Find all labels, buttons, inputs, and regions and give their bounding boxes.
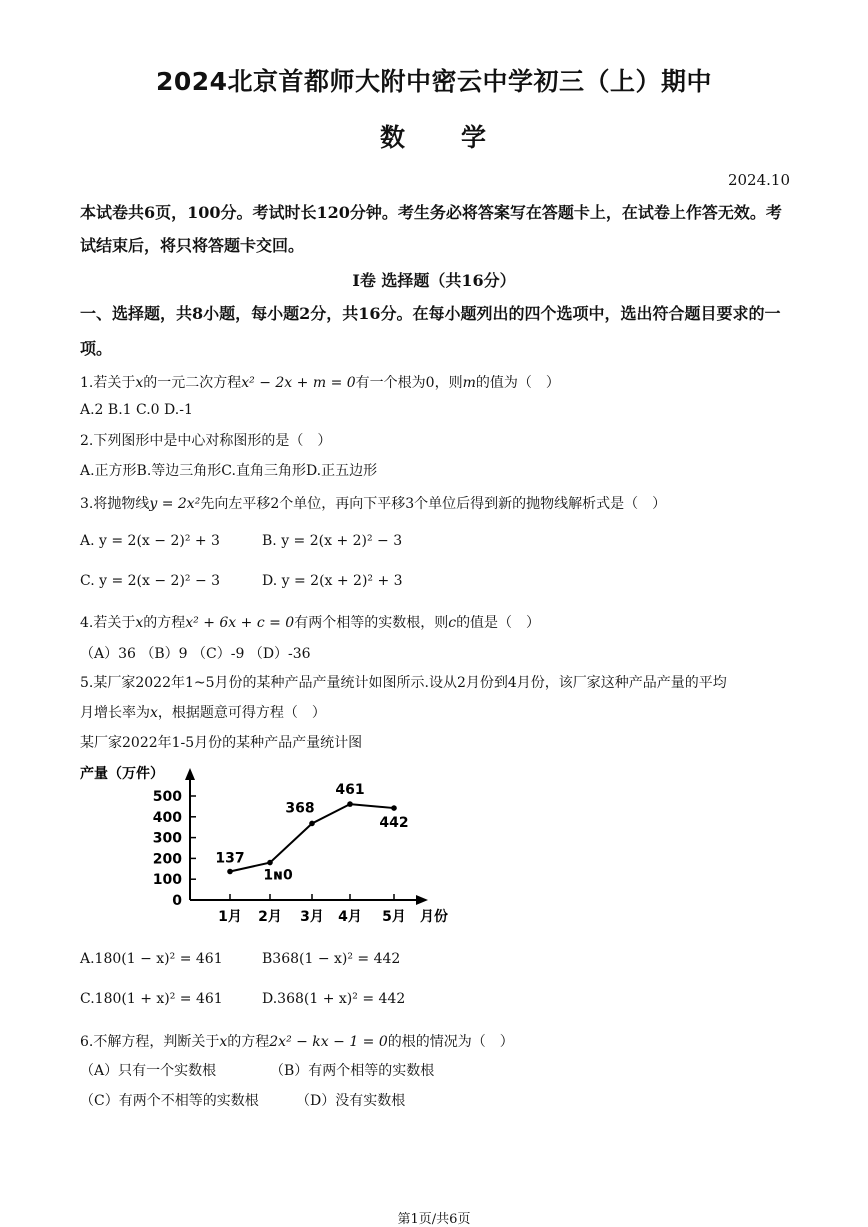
exam-notice: 本试卷共6页，100分。考试时长120分钟。考生务必将答案写在答题卡上，在试卷上作答无效。考试结束后，将只将答题卡交回。 [80, 203, 782, 255]
x-axis-label: 月份 [420, 909, 448, 925]
page-footer: 第1页/共6页 [397, 1212, 471, 1227]
x-tick-label: 2月 [258, 909, 282, 925]
question-6-option-b: （B）有两个相等的实数根 [270, 1063, 435, 1079]
part-instructions: 一、选择题，共8小题，每小题2分，共16分。在每小题列出的四个选项中，选出符合题目要求的一项。 [80, 304, 781, 358]
y-tick-label: 500 [152, 789, 182, 805]
question-3-option-b: B. y = 2(x + 2)² − 3 [262, 533, 403, 549]
exam-date: 2024.10 [727, 171, 790, 189]
question-6: 6.不解方程，判断关于x的方程2x² − kx − 1 = 0的根的情况为（ ） [80, 1034, 514, 1050]
question-5-option-c: C.180(1 + x)² = 461 [80, 991, 223, 1007]
data-label: 137 [215, 850, 245, 867]
data-point [347, 801, 353, 807]
y-axis-label: 产量（万件） [80, 766, 164, 782]
data-point [309, 821, 315, 827]
question-1-options: A.2 B.1 C.0 D.-1 [80, 402, 193, 418]
question-3-option-d: D. y = 2(x + 2)² + 3 [262, 573, 403, 589]
x-tick-label: 5月 [382, 909, 406, 925]
question-3-option-c: C. y = 2(x − 2)² − 3 [80, 573, 221, 589]
data-label: 368 [285, 800, 315, 817]
chart-caption: 某厂家2022年1-5月份的某种产品产量统计图 [80, 735, 363, 751]
question-6-option-d: （D）没有实数根 [296, 1093, 406, 1109]
y-tick-label: 400 [152, 809, 182, 826]
question-4: 4.若关于x的方程x² + 6x + c = 0有两个相等的实数根，则c的值是（ ） [80, 615, 541, 631]
x-tick-label: 4月 [338, 909, 362, 925]
data-point [267, 860, 273, 866]
subject-title: 数 学 [379, 123, 488, 152]
y-tick-label: 300 [152, 830, 182, 847]
y-tick-label: 0 [172, 893, 182, 909]
question-3-option-a: A. y = 2(x − 2)² + 3 [80, 533, 220, 549]
question-5-line-1: 5.某厂家2022年1~5月份的某种产品产量统计如图所示.设从2月份到4月份，该厂家这种产品产量的平均 [80, 675, 727, 691]
data-point [227, 869, 233, 875]
question-5-line-2: 月增长率为x，根据题意可得方程（ ） [80, 705, 326, 721]
page-title: 2024北京首都师大附中密云中学初三（上）期中 [155, 67, 713, 96]
question-1: 1.若关于x的一元二次方程x² − 2x + m = 0有一个根为0，则m的值为（ ） [80, 375, 560, 391]
y-tick-label: 200 [152, 851, 182, 868]
question-4-options: （A）36 （B）9 （C）-9 （D）-36 [80, 646, 311, 662]
question-2-options: A.正方形B.等边三角形C.直角三角形D.正五边形 [80, 463, 378, 479]
y-tick-label: 100 [152, 872, 182, 889]
x-axis-arrow [416, 895, 428, 905]
production-line-chart [78, 758, 478, 928]
question-5-option-a: A.180(1 − x)² = 461 [80, 951, 223, 967]
question-5-option-b: B368(1 − x)² = 442 [262, 951, 401, 967]
data-label: 442 [379, 815, 409, 832]
question-2: 2.下列图形中是中心对称图形的是（ ） [80, 433, 332, 449]
question-5-option-d: D.368(1 + x)² = 442 [262, 991, 406, 1007]
question-6-option-a: （A）只有一个实数根 [80, 1063, 217, 1079]
y-axis-arrow [185, 768, 195, 780]
x-tick-label: 1月 [218, 909, 242, 925]
section-heading: Ⅰ卷 选择题（共16分） [352, 271, 516, 290]
data-point [391, 805, 397, 811]
x-tick-label: 3月 [300, 909, 324, 925]
question-6-option-c: （C）有两个不相等的实数根 [80, 1093, 259, 1109]
question-3: 3.将抛物线y = 2x²先向左平移2个单位，再向下平移3个单位后得到新的抛物线解析式是（ ） [80, 496, 667, 512]
data-label: 461 [335, 782, 365, 799]
data-label: 1ɴ0 [263, 867, 293, 884]
